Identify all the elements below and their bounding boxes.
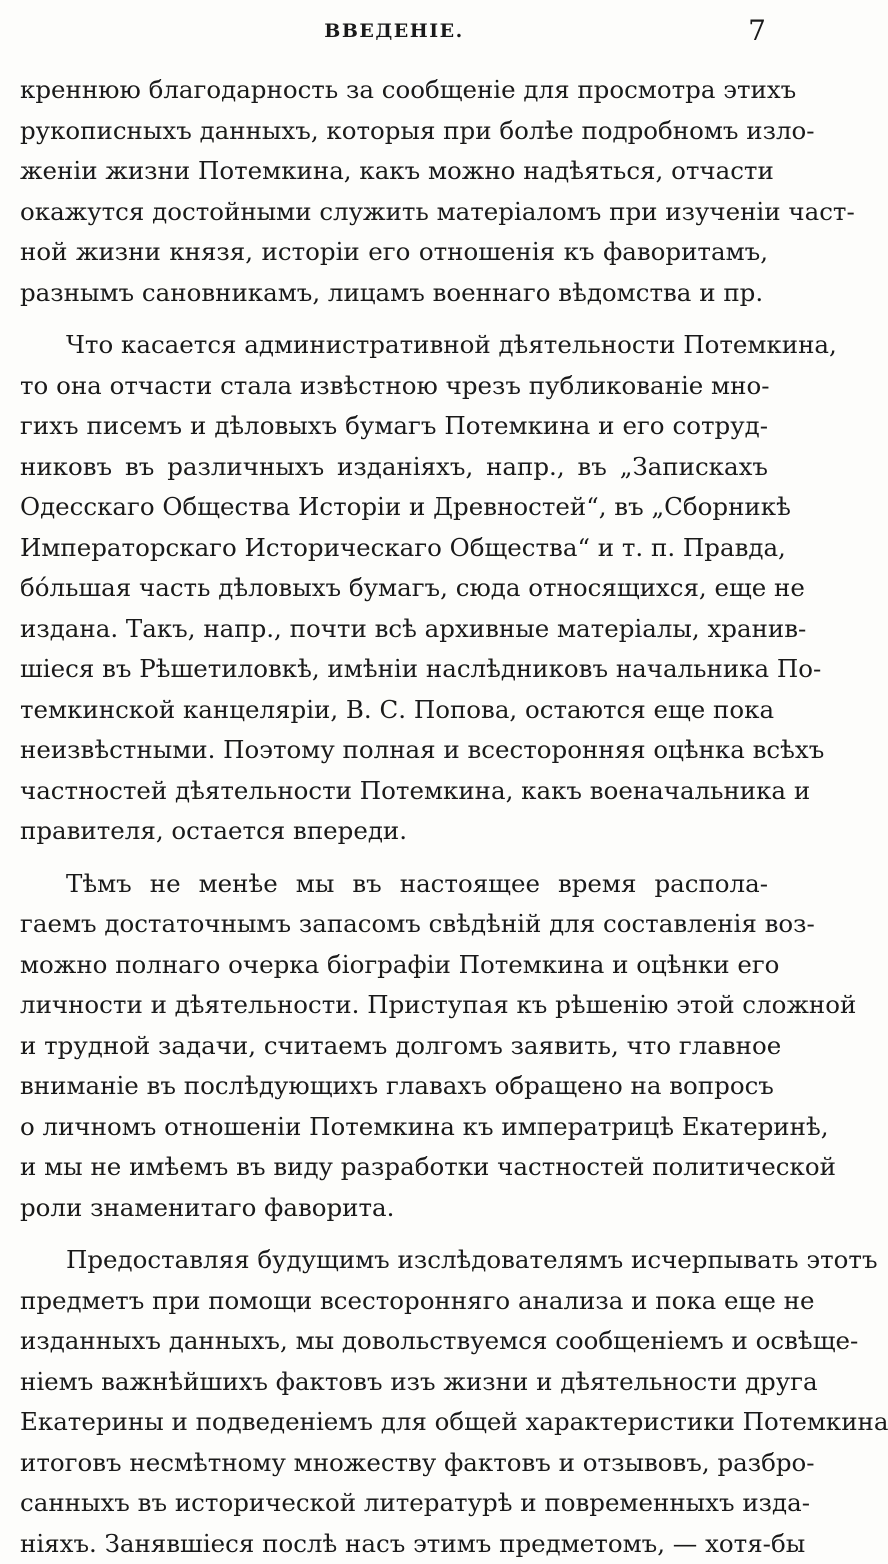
- paragraph-gap: [20, 852, 768, 864]
- text-line: издана. Такъ, напр., почти всѣ архивные матеріалы, хранив-: [20, 609, 768, 650]
- text-line: и трудной задачи, считаемъ долгомъ заявить, что главное: [20, 1026, 768, 1067]
- running-head: [0, 14, 788, 54]
- paragraph: [20, 325, 768, 852]
- text-line: итоговъ несмѣтному множеству фактовъ и отзывовъ, разбро-: [20, 1443, 768, 1484]
- text-line: вниманіе въ послѣдующихъ главахъ обращено на вопросъ: [20, 1066, 768, 1107]
- text-line: никовъ въ различныхъ изданіяхъ, напр., въ „Запискахъ: [20, 447, 768, 488]
- text-line: рукописныхъ данныхъ, которыя при болѣе подробномъ изло-: [20, 111, 768, 152]
- text-line: личности и дѣятельности. Приступая къ рѣшенію этой сложной: [20, 985, 768, 1026]
- text-line: санныхъ въ исторической литературѣ и повременныхъ изда-: [20, 1483, 768, 1524]
- text-line: Одесскаго Общества Исторіи и Древностей“, въ „Сборникѣ: [20, 487, 768, 528]
- text-line: окажутся достойными служить матеріаломъ при изученіи част-: [20, 192, 768, 233]
- chapter-title: ВВЕДЕНІЕ.: [0, 20, 788, 42]
- text-line: о личномъ отношеніи Потемкина къ императрицѣ Екатеринѣ,: [20, 1107, 768, 1148]
- text-line: гаемъ достаточнымъ запасомъ свѣдѣній для составленія воз-: [20, 904, 768, 945]
- text-line: креннюю благодарность за сообщеніе для просмотра этихъ: [20, 70, 768, 111]
- text-line: Императорскаго Историческаго Общества“ и т. п. Правда,: [20, 528, 768, 569]
- text-line: ніяхъ. Занявшіеся послѣ насъ этимъ предметомъ, — хотя-бы: [20, 1524, 768, 1564]
- text-line: ной жизни князя, исторіи его отношенія къ фаворитамъ,: [20, 232, 768, 273]
- paragraph: [20, 1240, 768, 1564]
- text-line: предметъ при помощи всесторонняго анализа и пока еще не: [20, 1281, 768, 1322]
- text-line: темкинской канцеляріи, В. С. Попова, остаются еще пока: [20, 690, 768, 731]
- text-line: частностей дѣятельности Потемкина, какъ военачальника и: [20, 771, 768, 812]
- text-line: гихъ писемъ и дѣловыхъ бумагъ Потемкина и его сотруд-: [20, 406, 768, 447]
- text-line: неизвѣстными. Поэтому полная и всесторонняя оцѣнка всѣхъ: [20, 730, 768, 771]
- text-line: можно полнаго очерка біографіи Потемкина и оцѣнки его: [20, 945, 768, 986]
- text-line: Тѣмъ не менѣе мы въ настоящее время распола-: [20, 864, 768, 905]
- text-line: женіи жизни Потемкина, какъ можно надѣяться, отчасти: [20, 151, 768, 192]
- text-line: ніемъ важнѣйшихъ фактовъ изъ жизни и дѣятельности друга: [20, 1362, 768, 1403]
- body-text: [20, 70, 768, 1564]
- text-line: бо́льшая часть дѣловыхъ бумагъ, сюда относящихся, еще не: [20, 568, 768, 609]
- paragraph-gap: [20, 1228, 768, 1240]
- text-line: Что касается административной дѣятельности Потемкина,: [20, 325, 768, 366]
- text-line: Екатерины и подведеніемъ для общей характеристики Потемкина: [20, 1402, 768, 1443]
- paragraph-gap: [20, 313, 768, 325]
- text-line: то она отчасти стала извѣстною чрезъ публикованіе мно-: [20, 366, 768, 407]
- text-line: шіеся въ Рѣшетиловкѣ, имѣніи наслѣдниковъ начальника По-: [20, 649, 768, 690]
- text-line: правителя, остается впереди.: [20, 811, 768, 852]
- text-line: и мы не имѣемъ въ виду разработки частностей политической: [20, 1147, 768, 1188]
- text-line: Предоставляя будущимъ изслѣдователямъ исчерпывать этотъ: [20, 1240, 768, 1281]
- paragraph: [20, 70, 768, 313]
- text-line: изданныхъ данныхъ, мы довольствуемся сообщеніемъ и освѣще-: [20, 1321, 768, 1362]
- page-number: 7: [748, 14, 766, 47]
- text-line: роли знаменитаго фаворита.: [20, 1188, 768, 1229]
- paragraph: [20, 864, 768, 1229]
- text-line: разнымъ сановникамъ, лицамъ военнаго вѣдомства и пр.: [20, 273, 768, 314]
